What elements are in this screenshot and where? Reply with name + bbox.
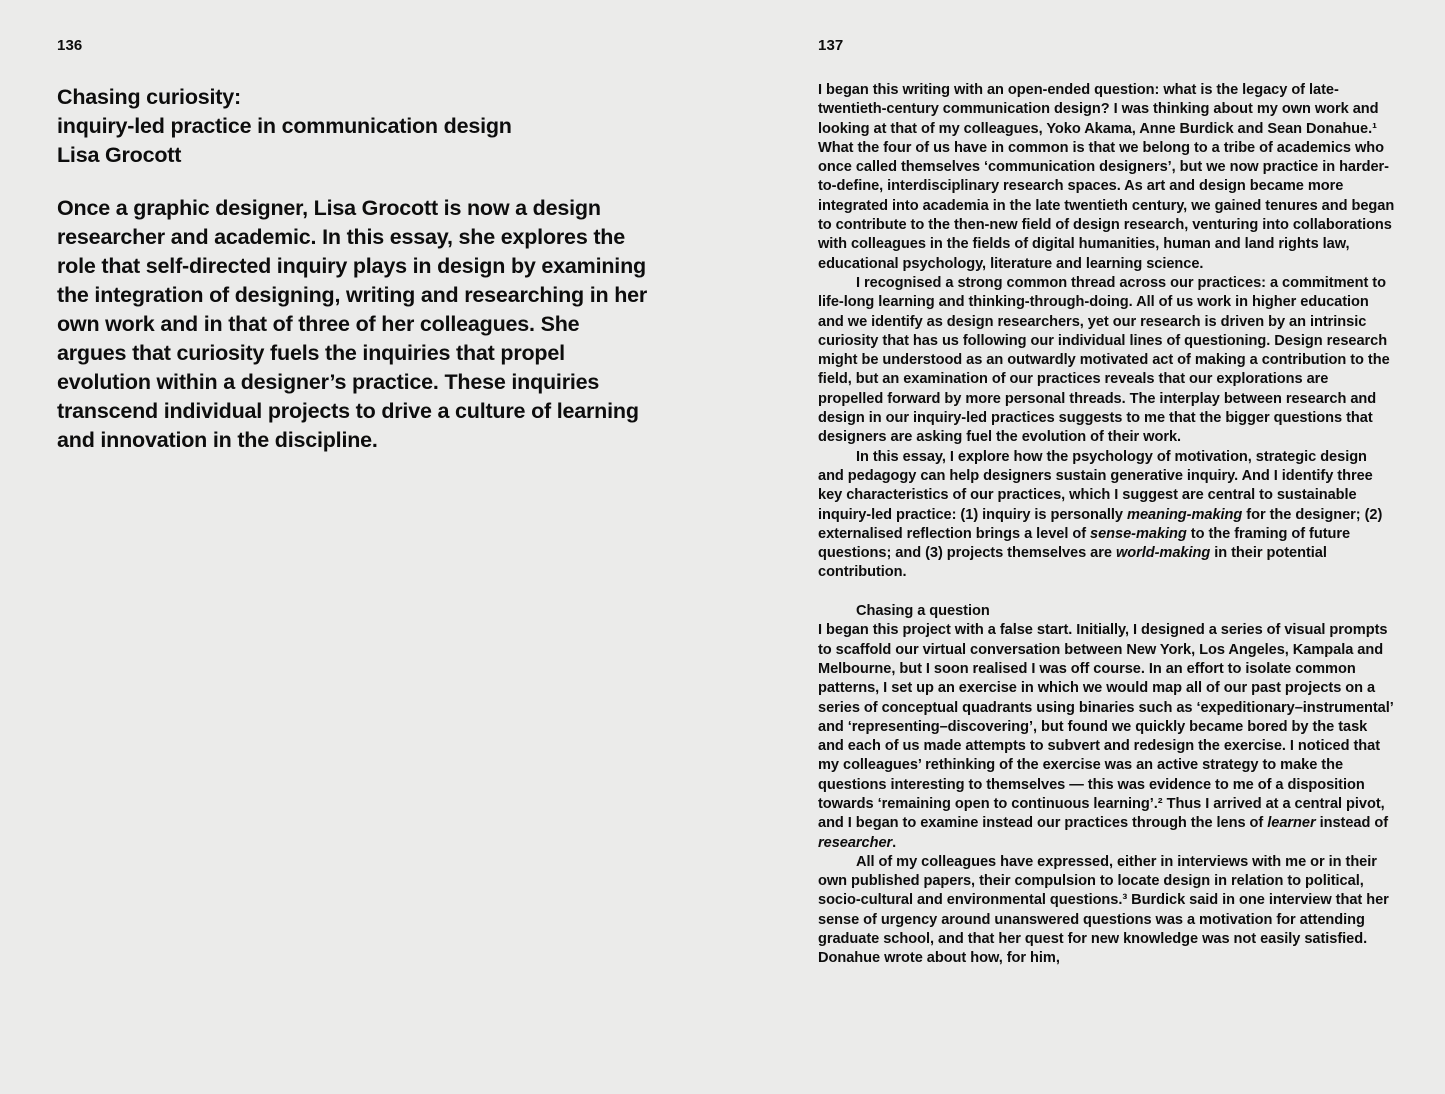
essay-paragraph: I began this project with a false start. Initially, I designed a series of visual prompts to scaffold our virtual conversation between New York, Los Angeles, Kampala and Melbourne, but I soon realised I was off course. In an effort to isolate common patterns, I set up an exercise in which we would map all of our past projects on a series of conceptual quadrants using binaries such as ‘expeditionary–instrumental’ and ‘representing–discovering’, but found we quickly became bored by the task and each of us made attempts to subvert and redesign the exercise. I noticed that my colleagues’ rethinking of the exercise was an active strategy to make the questions interesting to themselves — this was evidence to me of a disposition towards ‘remaining open to continuous learning’.² Thus I arrived at a central pivot, and I began to examine instead our practices through the lens of learner instead of researcher.	[818, 622, 1393, 851]
page-right	[818, 36, 1396, 969]
essay-paragraph: All of my colleagues have expressed, either in interviews with me or in their own published papers, their compulsion to locate design in relation to political, socio-cultural and environmental questions.³ Burdick said in one interview that her sense of urgency around unanswered questions was a motivation for attending graduate school, and that her quest for new knowledge was not easily satisfied. Donahue wrote about how, for him,	[818, 853, 1389, 967]
essay-abstract: Once a graphic designer, Lisa Grocott is now a design researcher and academic. In this essay, she explores the role that self-directed inquiry plays in design by examining the integration of designing, writing and researching in her own work and in that of three of her colleagues. She argues that curiosity fuels the inquiries that propel evolution within a designer’s practice. These inquiries transcend individual projects to drive a culture of learning and innovation in the discipline.	[57, 196, 648, 452]
essay-body	[818, 81, 1396, 969]
essay-title-line-1: Chasing curiosity:	[57, 85, 241, 109]
essay-paragraph: I began this writing with an open-ended question: what is the legacy of late-twentieth-century communication design? I was thinking about my own work and looking at that of my colleagues, Yoko Akama, Anne Burdick and Sean Donahue.¹ What the four of us have in common is that we belong to a tribe of academics who once called themselves ‘communication designers’, but we now practice in harder-to-define, interdisciplinary research spaces. As art and design became more integrated into academia in the late twentieth century, we gained tenures and began to contribute to the then-new field of design research, venturing into collaborations with colleagues in the fields of digital humanities, human and land rights law, educational psychology, literature and learning science.	[818, 82, 1395, 272]
essay-title-line-2: inquiry-led practice in communication design	[57, 114, 512, 138]
section-heading: Chasing a question	[856, 603, 990, 620]
page-left	[57, 36, 657, 455]
essay-paragraph: I recognised a strong common thread across our practices: a commitment to life-long learning and thinking-through-doing. All of us work in higher education and we identify as design researchers, yet our research is driven by an intrinsic curiosity that has us following our individual lines of questioning. Design research might be understood as an outwardly motivated act of making a contribution to the field, but an examination of our practices reveals that our explorations are propelled forward by more personal threads. The interplay between research and design in our inquiry-led practices suggests to me that the bigger questions that designers are asking fuel the evolution of their work.	[818, 274, 1390, 446]
essay-title	[57, 83, 657, 170]
essay-author: Lisa Grocott	[57, 143, 182, 167]
page-number-right: 137	[818, 37, 844, 54]
essay-paragraph: In this essay, I explore how the psychology of motivation, strategic design and pedagogy can help designers sustain generative inquiry. And I identify three key characteristics of our practices, which I suggest are central to sustainable inquiry-led practice: (1) inquiry is personally meaning-making for the designer; (2) externalised reflection brings a level of sense-making to the framing of future questions; and (3) projects themselves are world-making in their potential contribution.	[818, 448, 1383, 581]
page-number-left: 136	[57, 37, 83, 54]
